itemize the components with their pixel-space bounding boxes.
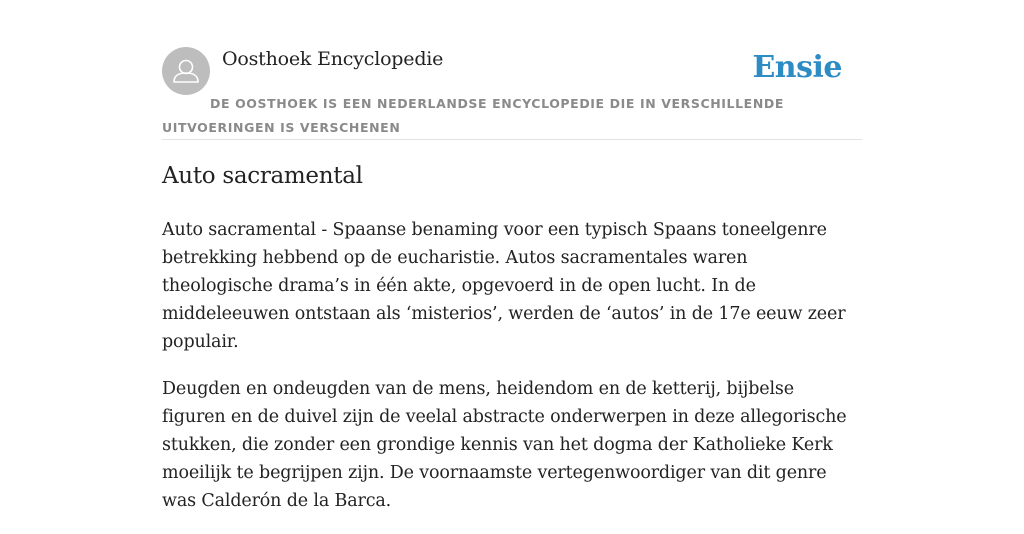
article-paragraph-1: Auto sacramental - Spaanse benaming voor een typisch Spaans toneelgenre betrekking hebbend op de eucharistie. Autos sacramentales waren theologische drama’s in één akte, opgevoerd in de open lucht. In de middeleeuwen ontstaan als ‘misterios’, werden de ‘autos’ in de 17e eeuw zeer populair.: [162, 220, 846, 352]
source-name-link[interactable]: Oosthoek Encyclopedie: [222, 48, 444, 70]
source-description: DE OOSTHOEK IS EEN NEDERLANDSE ENCYCLOPEDIE DIE IN VERSCHILLENDE UITVOERINGEN IS VERSCHENEN: [162, 96, 784, 135]
source-header: [162, 46, 862, 140]
header-divider: [162, 139, 862, 140]
article-body: [162, 216, 862, 534]
user-icon: [162, 47, 210, 95]
ensie-logo-link[interactable]: Ensie: [752, 50, 842, 85]
article-paragraph-2: Deugden en ondeugden van de mens, heidendom en de ketterij, bijbelse figuren en de duivel zijn de veelal abstracte onderwerpen in deze allegorische stukken, die zonder een grondige kennis van het dogma der Katholieke Kerk moeilijk te begrijpen zijn. De voornaamste vertegenwoordiger van dit genre was Calderón de la Barca.: [162, 379, 847, 511]
source-avatar[interactable]: [162, 47, 210, 95]
article-title: Auto sacramental: [162, 163, 363, 189]
